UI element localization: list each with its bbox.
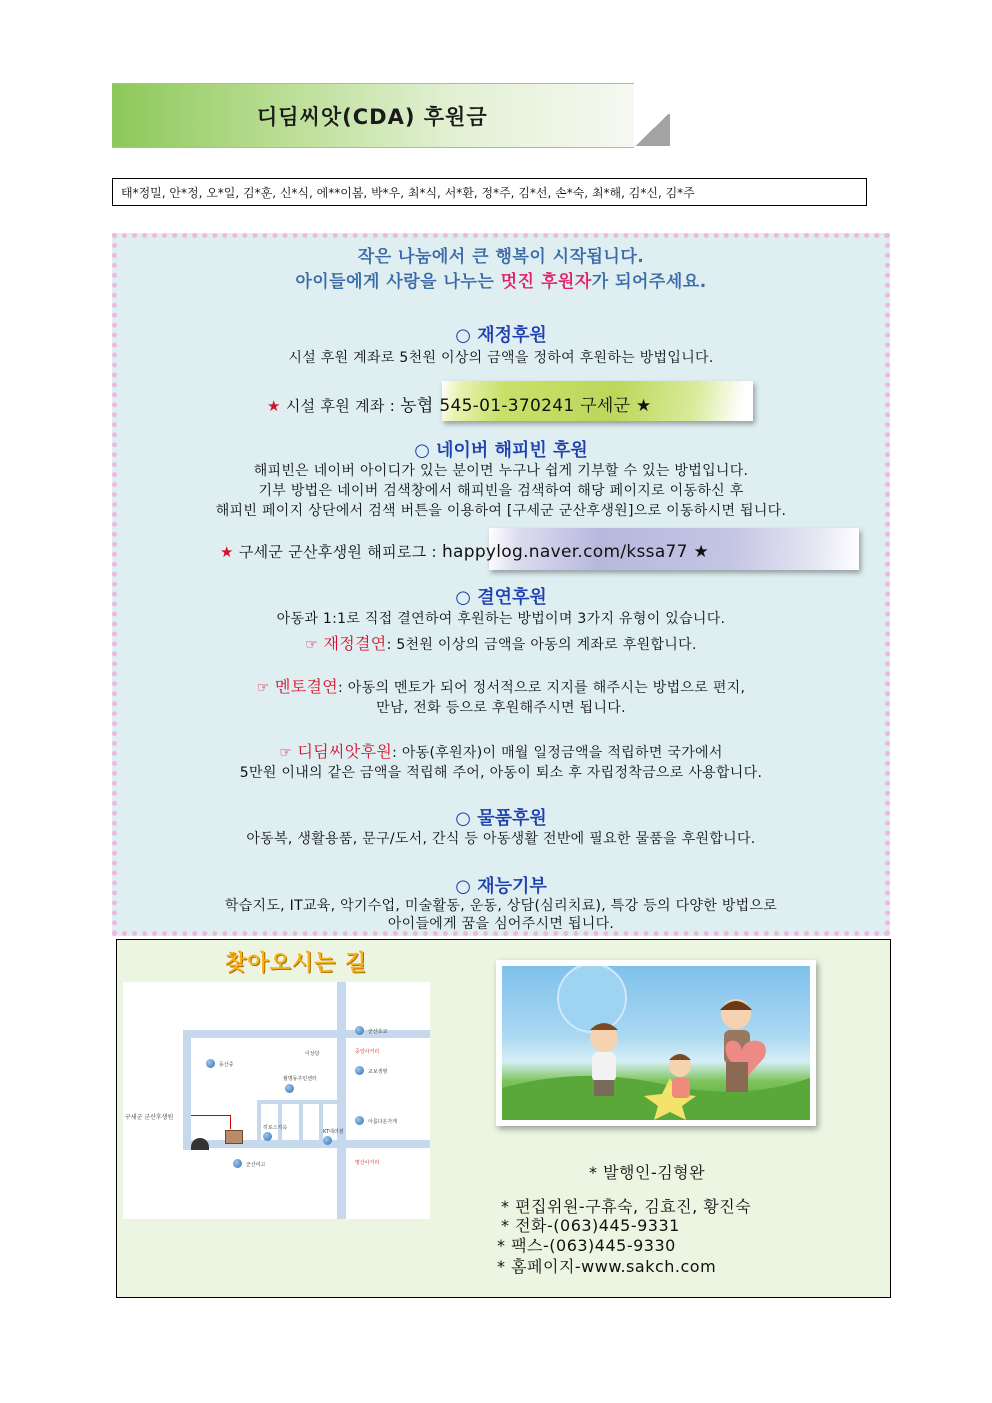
children-illustration: [496, 960, 816, 1126]
happylog-line: [220, 541, 709, 562]
pointing-hand-icon: ☞: [256, 680, 270, 696]
sponsorship-type-3: [117, 739, 885, 762]
map-label-home: 구세군 군산후생원: [125, 1114, 174, 1121]
map-road: [319, 1100, 323, 1142]
type-3-name: 디딤씨앗후원: [292, 742, 393, 761]
sponsorship-type-2: [117, 674, 885, 697]
map-label: 교보생명: [368, 1069, 388, 1075]
section-title-goods: ○ 물품후원: [455, 808, 547, 829]
building-icon: [225, 1130, 243, 1144]
donation-info-box: [112, 233, 890, 936]
map-road: [278, 1100, 282, 1142]
map-road: [183, 1030, 430, 1038]
map-label: 중앙사거리: [355, 1049, 380, 1055]
map-label: 군산초교: [368, 1029, 388, 1035]
section-title-talent: ○ 재능기부: [455, 876, 547, 897]
map-road: [257, 1100, 339, 1104]
header-banner: [112, 83, 634, 148]
account-line: [267, 391, 652, 416]
map-road: [183, 1140, 430, 1148]
map-marker: [206, 1059, 215, 1068]
page-title: 디딤씨앗(CDA) 후원금: [257, 105, 488, 129]
publisher-editors: * 편집위원-구휴숙, 김효진, 황진숙: [501, 1197, 752, 1216]
map-marker: [285, 1084, 294, 1093]
slogan-text-c: 가 되어주세요.: [591, 272, 707, 292]
publisher-homepage: * 홈페이지-www.sakch.com: [497, 1257, 717, 1276]
happylog-url: happylog.naver.com/kssa77 ★: [441, 542, 710, 562]
map-label: 동산중: [219, 1062, 234, 1068]
map-marker: [355, 1066, 364, 1075]
section-title-finance: ○ 재정후원: [455, 325, 547, 346]
finance-desc: 시설 후원 계좌로 5천원 이상의 금액을 정하여 후원하는 방법입니다.: [288, 350, 714, 366]
slogan-line-1: 작은 나눔에서 큰 행복이 시작됩니다.: [357, 247, 645, 267]
type-1-name: 재정결연: [318, 634, 387, 653]
map-pointer-line: [191, 1115, 231, 1116]
talent-desc-2: 아이들에게 꿈을 심어주시면 됩니다.: [387, 916, 615, 932]
directions-panel: [116, 939, 891, 1298]
map-marker: [355, 1026, 364, 1035]
type-2-desc-2: 만남, 전화 등으로 후원해주시면 됩니다.: [376, 700, 626, 716]
account-number: 농협 545-01-370241 구세군 ★: [400, 396, 652, 416]
talent-desc-1: 학습지도, IT교육, 악기수업, 미술활동, 운동, 상담(심리치료), 특강 등의 다양한 방법으로: [224, 898, 778, 914]
map-label: KT대리점: [323, 1129, 344, 1135]
pointing-hand-icon: ☞: [305, 637, 319, 653]
type-3-desc-2: 5만원 이내의 같은 금액을 적립해 주어, 아동이 퇴소 후 자립정착금으로 사용합니다.: [239, 765, 763, 781]
publisher-issuer: * 발행인-김형완: [589, 1163, 706, 1182]
map-marker: [233, 1159, 242, 1168]
type-3-desc-1: : 아동(후원자)이 매월 일정금액을 적립하면 국가에서: [392, 745, 723, 761]
location-map: [123, 982, 430, 1219]
slogan-line-2: [117, 267, 885, 292]
type-1-desc: : 5천원 이상의 금액을 아동의 계좌로 후원합니다.: [386, 637, 697, 653]
sponsorship-desc: 아동과 1:1로 직접 결연하여 후원하는 방법이며 3가지 유형이 있습니다.: [276, 611, 726, 627]
map-road: [257, 1100, 261, 1142]
map-label: 이상당: [305, 1051, 320, 1057]
illustration-scene: [502, 966, 810, 1120]
publisher-phone: * 전화-(063)445-9331: [501, 1216, 680, 1235]
type-2-desc-1: : 아동의 멘토가 되어 정서적으로 지지를 해주시는 방법으로 편지,: [338, 680, 746, 696]
map-marker: [355, 1116, 364, 1125]
account-label: 시설 후원 계좌 :: [280, 397, 401, 415]
happybean-desc-2: 기부 방법은 네이버 검색창에서 해피빈을 검색하여 해당 페이지로 이동하신 후: [258, 483, 744, 499]
type-2-name: 멘토결연: [269, 677, 339, 696]
map-label: 명산사거리: [355, 1160, 380, 1166]
goods-desc: 아동복, 생활용품, 문구/도서, 간식 등 아동생활 전반에 필요한 물품을 후원합니다.: [246, 831, 756, 847]
happylog-label: 구세군 군산후생원 해피로그 :: [233, 543, 442, 561]
map-marker: [263, 1132, 272, 1141]
banner-corner-decoration: [634, 114, 670, 146]
star-icon: ★: [220, 543, 234, 561]
slogan-highlight: 멋진 후원자: [500, 272, 592, 292]
map-road: [183, 1030, 191, 1150]
directions-title: 찾아오시는 길: [225, 951, 368, 976]
slogan-text-a: 아이들에게 사랑을 나누는: [295, 272, 501, 292]
happybean-desc-3: 해피빈 페이지 상단에서 검색 버튼을 이용하여 [구세군 군산후생원]으로 이동하시면 됩니다.: [215, 503, 787, 519]
publisher-fax: * 팩스-(063)445-9330: [497, 1236, 676, 1255]
map-label: 월명동주민센터: [283, 1076, 317, 1082]
map-label: 히로스가옥: [263, 1125, 288, 1131]
tunnel-icon: [191, 1138, 209, 1150]
map-road: [299, 1100, 303, 1142]
donor-list: 태*정밀, 안*정, 오*일, 김*훈, 신*식, 에**이봄, 박*우, 최*식, 서*환, 정*주, 김*선, 손*숙, 최*해, 김*신, 김*주: [112, 178, 867, 206]
star-icon: ★: [267, 397, 281, 415]
map-label: 아름다운가게: [368, 1119, 397, 1125]
pointing-hand-icon: ☞: [279, 745, 293, 761]
sponsorship-type-1: [117, 631, 885, 654]
children-holding-shapes-illustration: [502, 966, 810, 1120]
map-label: 군산여고: [246, 1162, 266, 1168]
happybean-desc-1: 해피빈은 네이버 아이디가 있는 분이면 누구나 쉽게 기부할 수 있는 방법입니다.: [253, 463, 749, 479]
map-marker: [323, 1136, 332, 1145]
section-title-sponsorship: ○ 결연후원: [455, 587, 547, 608]
section-title-happybean: ○ 네이버 해피빈 후원: [414, 440, 588, 461]
map-pointer-line: [230, 1115, 231, 1129]
